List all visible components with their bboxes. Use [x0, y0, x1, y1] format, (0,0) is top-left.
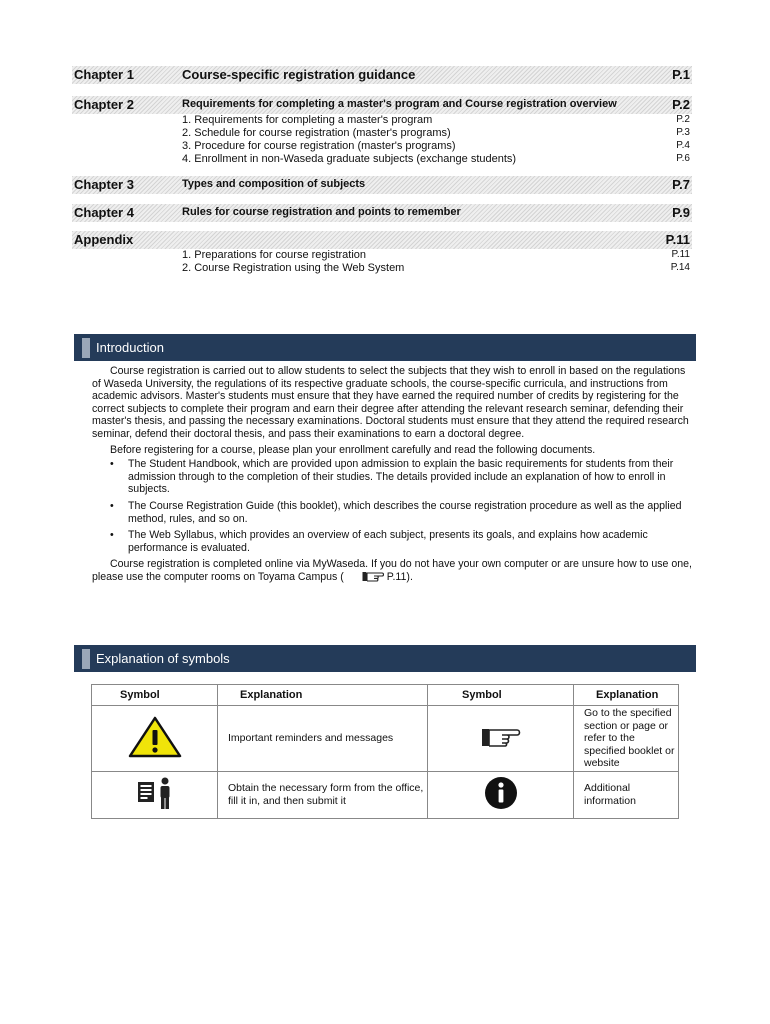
intro-paragraph: Course registration is completed online via MyWaseda. If you do not have your own computer or are unsure how to use one, please use the computer rooms on Toyama Campus ( P.11).: [92, 558, 696, 585]
toc-page: P.2: [672, 97, 690, 112]
table-row: [92, 771, 679, 818]
intro-paragraph: Before registering for a course, please plan your enrollment carefully and read the following documents.: [110, 443, 596, 456]
toc-chapter: Appendix: [74, 232, 134, 247]
toc-subitem[interactable]: 4. Enrollment in non-Waseda graduate subjects (exchange students) P.6: [182, 153, 690, 165]
intro-paragraph: Course registration is carried out to allow students to select the subjects that they wish to enroll in based on the regulations of Waseda University, the regulations of its respective graduate schools, the course-specific curricula, and instructions from academic advisors. Master's students must ensure that they have earned the required number of credits by registering for the correct subjects to complete their program and earn their degree after attending the relevant research seminar, defending their master's thesis, and passing the necessary examinations. Doctoral students must ensure that they attend the required research seminar, defend their doctoral thesis, and pass their examinations to earn a doctoral degree.: [92, 365, 689, 440]
toc-subitem[interactable]: 1. Preparations for course registration P.11: [182, 249, 690, 261]
toc-page: P.1: [672, 67, 690, 82]
toc-subitem[interactable]: 2. Schedule for course registration (master's programs) P.3: [182, 127, 690, 139]
list-item: • The Student Handbook, which are provided upon admission to explain the basic requirements for students from their admission through to the completion of their studies. The details provided include an explanation of how to enroll in subjects.: [92, 458, 696, 496]
toc-title: Course-specific registration guidance: [182, 67, 416, 82]
symbol-explanation: Important reminders and messages: [218, 706, 428, 772]
toc-subitem[interactable]: 2. Course Registration using the Web System P.14: [182, 262, 690, 274]
toc-title: Types and composition of subjects: [182, 178, 366, 190]
warning-icon: [92, 706, 218, 772]
column-header: Explanation: [218, 685, 428, 706]
pointing-hand-icon: [344, 571, 384, 586]
table-of-contents: [72, 66, 692, 275]
toc-row-appendix[interactable]: [72, 231, 692, 249]
toc-subitem[interactable]: 3. Procedure for course registration (master's programs) P.4: [182, 140, 690, 152]
symbol-explanation: Additional information: [574, 771, 679, 818]
list-item: • The Web Syllabus, which provides an overview of each subject, presents its goals, and explains how academic performance is evaluated.: [92, 529, 696, 554]
toc-row-chapter-2[interactable]: [72, 96, 692, 114]
list-item: • The Course Registration Guide (this booklet), which describes the course registration procedure as well as the applied method, rules, and so on.: [92, 500, 696, 525]
column-header: Explanation: [574, 685, 679, 706]
toc-chapter: Chapter 4: [74, 205, 134, 220]
banner-accent: [82, 338, 90, 358]
section-heading: Explanation of symbols: [96, 651, 230, 666]
toc-page: P.7: [672, 177, 690, 192]
table-header-row: [92, 685, 679, 706]
toc-title: Rules for course registration and points to remember: [182, 206, 461, 218]
column-header: Symbol: [428, 685, 574, 706]
toc-title: Requirements for completing a master's program and Course registration overview: [182, 98, 617, 110]
info-icon: [428, 771, 574, 818]
documents-list: [92, 458, 696, 554]
toc-chapter: Chapter 1: [74, 67, 134, 82]
toc-page: P.11: [665, 232, 690, 247]
introduction-body: [92, 365, 696, 586]
toc-row-chapter-4[interactable]: [72, 204, 692, 222]
introduction-banner: [74, 334, 696, 361]
symbols-banner: [74, 645, 696, 672]
banner-accent: [82, 649, 90, 669]
toc-page: P.9: [672, 205, 690, 220]
section-heading: Introduction: [96, 340, 164, 355]
form-person-icon: [92, 771, 218, 818]
symbol-explanation: Obtain the necessary form from the office, fill it in, and then submit it: [218, 771, 428, 818]
toc-row-chapter-3[interactable]: [72, 176, 692, 194]
toc-subitem[interactable]: 1. Requirements for completing a master's program P.2: [182, 114, 690, 126]
toc-chapter: Chapter 2: [74, 97, 134, 112]
table-row: [92, 706, 679, 772]
pointing-hand-icon: [428, 706, 574, 772]
symbols-table: [91, 684, 679, 819]
symbol-explanation: Go to the specified section or page or refer to the specified booklet or website: [574, 706, 679, 772]
column-header: Symbol: [92, 685, 218, 706]
toc-row-chapter-1[interactable]: [72, 66, 692, 84]
toc-chapter: Chapter 3: [74, 177, 134, 192]
